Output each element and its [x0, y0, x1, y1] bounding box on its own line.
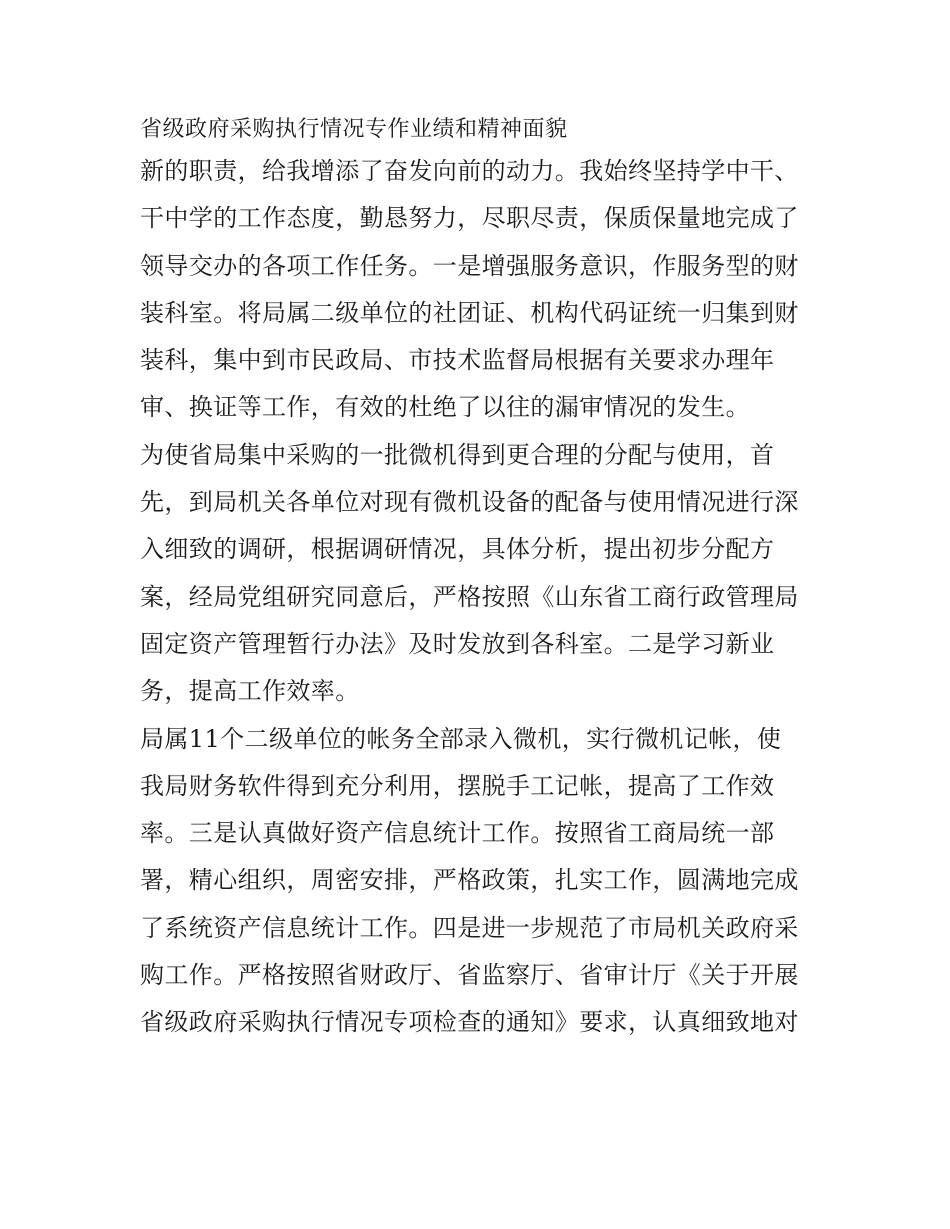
text-line-11: 固定资产管理暂行办法》及时发放到各科室。二是学习新业 [140, 629, 775, 658]
text-line-16: 署，精心组织，周密安排，严格政策，扎实工作，圆满地完成 [140, 866, 799, 895]
text-line-4: 装科室。将局属二级单位的社团证、机构代码证统一归集到财 [140, 298, 799, 327]
text-line-18: 购工作。严格按照省财政厅、省监察厅、省审计厅《关于开展 [140, 961, 799, 990]
text-line-17: 了系统资产信息统计工作。四是进一步规范了市局机关政府采 [140, 913, 799, 942]
text-line-10: 案，经局党组研究同意后，严格按照《山东省工商行政管理局 [140, 582, 799, 611]
text-line-1: 新的职责，给我增添了奋发向前的动力。我始终坚持学中干、 [140, 157, 799, 185]
text-line-19: 省级政府采购执行情况专项检查的通知》要求，认真细致地对 [140, 1008, 799, 1037]
text-line-3: 领导交办的各项工作任务。一是增强服务意识，作服务型的财 [140, 251, 799, 280]
text-line-15: 率。三是认真做好资产信息统计工作。按照省工商局统一部 [140, 819, 775, 848]
text-line-8: 先，到局机关各单位对现有微机设备的配备与使用情况进行深 [140, 488, 799, 517]
text-line-14: 我局财务软件得到充分利用，摆脱手工记帐，提高了工作效 [140, 771, 775, 800]
text-line-2: 干中学的工作态度，勤恳努力，尽职尽责，保质保量地完成了 [140, 204, 799, 233]
text-line-6: 审、换证等工作，有效的杜绝了以往的漏审情况的发生。 [140, 393, 750, 422]
text-line-5: 装科，集中到市民政局、市技术监督局根据有关要求办理年 [140, 346, 775, 375]
text-line-12: 务，提高工作效率。 [140, 677, 360, 706]
document-body [140, 112, 820, 1047]
text-line-13: 局属11个二级单位的帐务全部录入微机，实行微机记帐，使 [140, 724, 782, 753]
document-title: 省级政府采购执行情况专作业绩和精神面貌 [140, 117, 568, 142]
text-line-9: 入细致的调研，根据调研情况，具体分析，提出初步分配方 [140, 535, 775, 564]
text-line-7: 为使省局集中采购的一批微机得到更合理的分配与使用，首 [140, 440, 775, 469]
